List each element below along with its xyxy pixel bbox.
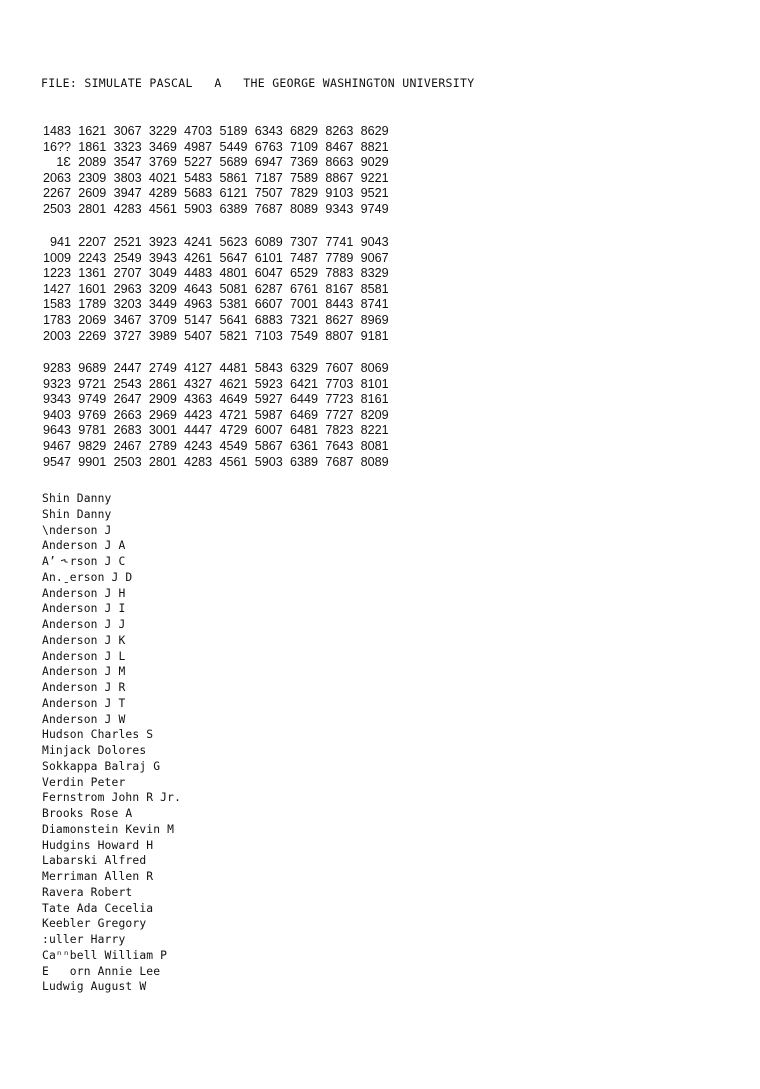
- number-cell: 3769: [148, 155, 177, 170]
- number-cell: 3049: [148, 266, 177, 281]
- number-cell: 8807: [325, 328, 354, 343]
- number-cell: 9283: [42, 361, 71, 375]
- number-cell: 2309: [78, 170, 107, 185]
- number-cell: 5903: [254, 454, 283, 469]
- number-cell: 2207: [78, 235, 107, 249]
- number-cell: 7789: [325, 250, 354, 265]
- name-entry: Minjack Dolores: [42, 744, 147, 757]
- number-cell: 6287: [254, 281, 283, 296]
- number-cell: 9829: [78, 438, 107, 453]
- number-cell: 2521: [113, 235, 142, 249]
- number-cell: 2909: [148, 392, 177, 407]
- number-cell: 2447: [113, 361, 142, 375]
- number-cell: 7187: [254, 170, 283, 185]
- number-block-1: [42, 124, 389, 218]
- number-cell: 6329: [290, 361, 319, 375]
- number-cell: 9643: [42, 423, 71, 438]
- number-cell: 5081: [219, 281, 248, 296]
- number-cell: 6361: [290, 438, 319, 453]
- number-cell: 7507: [254, 186, 283, 201]
- number-cell: 2683: [113, 423, 142, 438]
- name-entry: E orn Annie Lee: [42, 964, 161, 978]
- number-cell: 2269: [78, 328, 107, 343]
- number-cell: 3947: [113, 186, 142, 201]
- number-cell: 7741: [325, 235, 354, 249]
- number-row: [42, 297, 389, 313]
- number-cell: 2969: [148, 407, 177, 422]
- number-cell: 8663: [325, 155, 354, 170]
- number-cell: 5927: [254, 392, 283, 407]
- file-header: [41, 76, 474, 90]
- number-cell: 6343: [254, 124, 283, 138]
- name-entry: Anderson J K: [42, 633, 126, 647]
- name-entry: Anderson J H: [42, 586, 126, 600]
- number-row: [42, 377, 389, 393]
- number-row: [42, 361, 389, 377]
- number-cell: 7687: [254, 201, 283, 216]
- number-row: [42, 266, 389, 282]
- number-cell: 6389: [290, 454, 319, 469]
- number-cell: 6529: [290, 266, 319, 281]
- number-cell: 2503: [42, 201, 71, 216]
- names-list: [42, 491, 181, 995]
- number-cell: 5381: [219, 297, 248, 312]
- number-cell: 1783: [42, 312, 71, 327]
- number-block-2: [42, 235, 389, 344]
- number-cell: 5987: [254, 407, 283, 422]
- number-cell: 6449: [290, 392, 319, 407]
- number-cell: 1361: [78, 266, 107, 281]
- number-cell: 3001: [148, 423, 177, 438]
- number-row: [42, 186, 389, 202]
- number-cell: 2801: [148, 454, 177, 469]
- number-cell: 6607: [254, 297, 283, 312]
- number-cell: 5623: [219, 235, 248, 249]
- number-cell: 5683: [184, 186, 213, 201]
- number-cell: 8161: [360, 392, 389, 407]
- number-cell: 5641: [219, 312, 248, 327]
- number-cell: 4481: [219, 361, 248, 375]
- name-entry: Anderson J T: [42, 696, 126, 710]
- name-entry: Hudgins Howard H: [42, 838, 154, 852]
- number-cell: 1Ɛ: [56, 155, 71, 170]
- number-row: [42, 124, 389, 140]
- number-cell: 5843: [254, 361, 283, 375]
- number-cell: 2069: [78, 312, 107, 327]
- number-cell: 4649: [219, 392, 248, 407]
- number-row: [42, 329, 389, 345]
- number-row: [42, 455, 389, 471]
- number-row: [42, 235, 389, 251]
- number-cell: 6761: [290, 281, 319, 296]
- number-cell: 9749: [360, 201, 389, 216]
- number-cell: 2789: [148, 438, 177, 453]
- number-cell: 9781: [78, 423, 107, 438]
- number-cell: 2861: [148, 376, 177, 391]
- number-row: [42, 408, 389, 424]
- name-entry: Anderson J M: [42, 665, 126, 679]
- number-cell: 3943: [148, 250, 177, 265]
- number-cell: 9221: [360, 170, 389, 185]
- number-cell: 9029: [360, 155, 389, 170]
- number-cell: 5821: [219, 328, 248, 343]
- number-row: [42, 155, 389, 171]
- number-cell: 1861: [78, 139, 107, 154]
- name-entry: Fernstrom John R Jr.: [42, 791, 182, 805]
- number-cell: 8467: [325, 139, 354, 154]
- number-cell: 5867: [254, 438, 283, 453]
- number-cell: 7487: [290, 250, 319, 265]
- number-cell: 9901: [78, 454, 107, 469]
- institution-name: THE GEORGE WASHINGTON UNIVERSITY: [243, 76, 475, 90]
- number-cell: 2801: [78, 201, 107, 216]
- number-cell: 4021: [148, 170, 177, 185]
- number-cell: 7883: [325, 266, 354, 281]
- number-cell: 2503: [113, 454, 142, 469]
- number-cell: 4987: [184, 139, 213, 154]
- file-label: FILE:: [41, 76, 78, 90]
- number-cell: 8221: [360, 423, 389, 438]
- number-cell: 4447: [184, 423, 213, 438]
- name-entry: Hudson Charles S: [42, 728, 154, 742]
- number-cell: 5227: [184, 155, 213, 170]
- name-entry: Brooks Rose A: [42, 807, 133, 820]
- number-cell: 7589: [290, 170, 319, 185]
- number-cell: 8629: [360, 124, 389, 138]
- number-cell: 3203: [113, 297, 142, 312]
- number-cell: 5147: [184, 312, 213, 327]
- number-cell: 2647: [113, 392, 142, 407]
- number-cell: 3923: [148, 235, 177, 249]
- number-cell: 2549: [113, 250, 142, 265]
- number-cell: 6389: [219, 201, 248, 216]
- number-cell: 1601: [78, 281, 107, 296]
- number-cell: 7687: [325, 454, 354, 469]
- number-cell: 3229: [148, 124, 177, 138]
- number-cell: 3803: [113, 170, 142, 185]
- number-cell: 6421: [290, 376, 319, 391]
- number-cell: 6047: [254, 266, 283, 281]
- number-cell: 9521: [360, 186, 389, 201]
- number-cell: 4621: [219, 376, 248, 391]
- number-row: [42, 171, 389, 187]
- number-cell: 3449: [148, 297, 177, 312]
- name-entry: Sokkappa Balraj G: [42, 759, 161, 773]
- number-cell: 8581: [360, 281, 389, 296]
- number-cell: 1789: [78, 297, 107, 312]
- number-cell: 7369: [290, 155, 319, 170]
- number-row: [42, 251, 389, 267]
- number-cell: 1621: [78, 124, 107, 138]
- number-cell: 6763: [254, 139, 283, 154]
- number-cell: 7001: [290, 297, 319, 312]
- number-cell: 16??: [42, 139, 71, 154]
- number-cell: 3323: [113, 139, 142, 154]
- number-cell: 4729: [219, 423, 248, 438]
- number-cell: 5483: [184, 170, 213, 185]
- number-block-3: [42, 361, 389, 470]
- number-cell: 4721: [219, 407, 248, 422]
- number-cell: 5407: [184, 328, 213, 343]
- number-cell: 4289: [148, 186, 177, 201]
- number-cell: 3067: [113, 124, 142, 138]
- name-entry: Verdin Peter: [42, 775, 126, 789]
- number-cell: 2663: [113, 407, 142, 422]
- number-cell: 8167: [325, 281, 354, 296]
- number-cell: 4643: [184, 281, 213, 296]
- number-cell: 2267: [42, 186, 71, 201]
- number-cell: 8329: [360, 266, 389, 281]
- name-entry: :uller Harry: [42, 933, 126, 946]
- number-cell: 8741: [360, 297, 389, 312]
- number-cell: 5449: [219, 139, 248, 154]
- name-entry: An.ˍerson J D: [42, 570, 133, 584]
- number-cell: 8069: [360, 361, 389, 375]
- number-cell: 2063: [42, 170, 71, 185]
- name-entry: A’ ˞rson J C: [42, 555, 126, 568]
- number-cell: 6007: [254, 423, 283, 438]
- number-cell: 8821: [360, 139, 389, 154]
- number-cell: 4127: [184, 361, 213, 375]
- number-cell: 941: [49, 235, 71, 249]
- number-cell: 7723: [325, 392, 354, 407]
- number-cell: 2467: [113, 438, 142, 453]
- file-name: SIMULATE PASCAL: [84, 76, 193, 90]
- number-cell: 3469: [148, 139, 177, 154]
- number-cell: 1483: [42, 124, 71, 138]
- number-cell: 5861: [219, 170, 248, 185]
- number-cell: 6947: [254, 155, 283, 170]
- number-cell: 4549: [219, 438, 248, 453]
- number-cell: 6089: [254, 235, 283, 249]
- number-cell: 9323: [42, 376, 71, 391]
- number-cell: 5689: [219, 155, 248, 170]
- number-cell: 4261: [184, 250, 213, 265]
- number-cell: 7321: [290, 312, 319, 327]
- number-cell: 4423: [184, 407, 213, 422]
- number-cell: 4363: [184, 392, 213, 407]
- number-cell: 9721: [78, 376, 107, 391]
- number-cell: 1009: [42, 250, 71, 265]
- number-cell: 9403: [42, 407, 71, 422]
- name-entry: Anderson J I: [42, 602, 126, 616]
- number-row: [42, 439, 389, 455]
- number-cell: 8089: [360, 454, 389, 469]
- number-cell: 7607: [325, 361, 354, 375]
- number-cell: 8867: [325, 170, 354, 185]
- number-cell: 8627: [325, 312, 354, 327]
- number-cell: 3467: [113, 312, 142, 327]
- name-entry: Diamonstein Kevin M: [42, 822, 175, 836]
- number-cell: 1583: [42, 297, 71, 312]
- name-entry: Shin Danny: [42, 507, 112, 521]
- name-entry: Tate Ada Cecelia: [42, 901, 154, 915]
- number-cell: 7823: [325, 423, 354, 438]
- number-row: [42, 140, 389, 156]
- number-cell: 1223: [42, 266, 71, 281]
- number-cell: 2963: [113, 281, 142, 296]
- number-cell: 3209: [148, 281, 177, 296]
- number-cell: 7829: [290, 186, 319, 201]
- number-cell: 5923: [254, 376, 283, 391]
- name-entry: Anderson J R: [42, 681, 126, 694]
- name-entry: \nderson J: [42, 523, 112, 537]
- number-cell: 6883: [254, 312, 283, 327]
- number-row: [42, 202, 389, 218]
- number-cell: 2543: [113, 376, 142, 391]
- number-cell: 4241: [184, 235, 213, 249]
- number-cell: 8443: [325, 297, 354, 312]
- number-cell: 6829: [290, 124, 319, 138]
- number-row: [42, 392, 389, 408]
- name-entry: Labarski Alfred: [42, 854, 147, 868]
- number-cell: 2749: [148, 361, 177, 375]
- number-cell: 9343: [325, 201, 354, 216]
- number-cell: 4327: [184, 376, 213, 391]
- number-cell: 3727: [113, 328, 142, 343]
- number-cell: 9547: [42, 454, 71, 469]
- number-cell: 4483: [184, 266, 213, 281]
- number-cell: 6121: [219, 186, 248, 201]
- number-cell: 9181: [360, 328, 389, 343]
- number-row: [42, 423, 389, 439]
- number-cell: 4561: [148, 201, 177, 216]
- name-entry: Anderson J A: [42, 539, 126, 553]
- number-cell: 6481: [290, 423, 319, 438]
- number-cell: 7727: [325, 407, 354, 422]
- number-cell: 7643: [325, 438, 354, 453]
- number-cell: 2243: [78, 250, 107, 265]
- number-cell: 7703: [325, 376, 354, 391]
- number-cell: 7307: [290, 235, 319, 249]
- name-entry: Ravera Robert: [42, 885, 133, 899]
- number-cell: 4801: [219, 266, 248, 281]
- name-entry: Anderson J L: [42, 649, 126, 663]
- number-cell: 9769: [78, 407, 107, 422]
- name-entry: Caⁿⁿbell William P: [42, 948, 168, 962]
- number-cell: 8089: [290, 201, 319, 216]
- number-cell: 5189: [219, 124, 248, 138]
- number-cell: 7103: [254, 328, 283, 343]
- number-cell: 4561: [219, 454, 248, 469]
- number-cell: 8263: [325, 124, 354, 138]
- number-cell: 9103: [325, 186, 354, 201]
- number-cell: 8081: [360, 438, 389, 453]
- number-cell: 5647: [219, 250, 248, 265]
- number-cell: 7549: [290, 328, 319, 343]
- number-cell: 9467: [42, 438, 71, 453]
- number-cell: 2089: [78, 155, 107, 170]
- number-cell: 8209: [360, 407, 389, 422]
- number-cell: 9689: [78, 361, 107, 375]
- number-cell: 8101: [360, 376, 389, 391]
- name-entry: Merriman Allen R: [42, 870, 154, 883]
- name-entry: Anderson J W: [42, 712, 126, 726]
- number-cell: 3547: [113, 155, 142, 170]
- number-cell: 4703: [184, 124, 213, 138]
- number-cell: 4243: [184, 438, 213, 453]
- file-mode: A: [214, 76, 222, 90]
- number-cell: 8969: [360, 312, 389, 327]
- number-cell: 2609: [78, 186, 107, 201]
- number-row: [42, 282, 389, 298]
- number-cell: 9043: [360, 235, 389, 249]
- name-entry: Ludwig August W: [42, 980, 147, 994]
- number-cell: 6469: [290, 407, 319, 422]
- number-cell: 9067: [360, 250, 389, 265]
- number-cell: 4963: [184, 297, 213, 312]
- number-cell: 2003: [42, 328, 71, 343]
- number-cell: 3989: [148, 328, 177, 343]
- number-row: [42, 313, 389, 329]
- name-entry: Anderson J J: [42, 618, 126, 631]
- number-cell: 3709: [148, 312, 177, 327]
- number-cell: 5903: [184, 201, 213, 216]
- number-cell: 9749: [78, 392, 107, 407]
- number-cell: 9343: [42, 392, 71, 407]
- number-cell: 6101: [254, 250, 283, 265]
- name-entry: Shin Danny: [42, 492, 112, 505]
- number-cell: 2707: [113, 266, 142, 281]
- number-cell: 4283: [184, 454, 213, 469]
- name-entry: Keebler Gregory: [42, 917, 147, 931]
- number-cell: 1427: [42, 281, 71, 296]
- number-cell: 7109: [290, 139, 319, 154]
- number-cell: 4283: [113, 201, 142, 216]
